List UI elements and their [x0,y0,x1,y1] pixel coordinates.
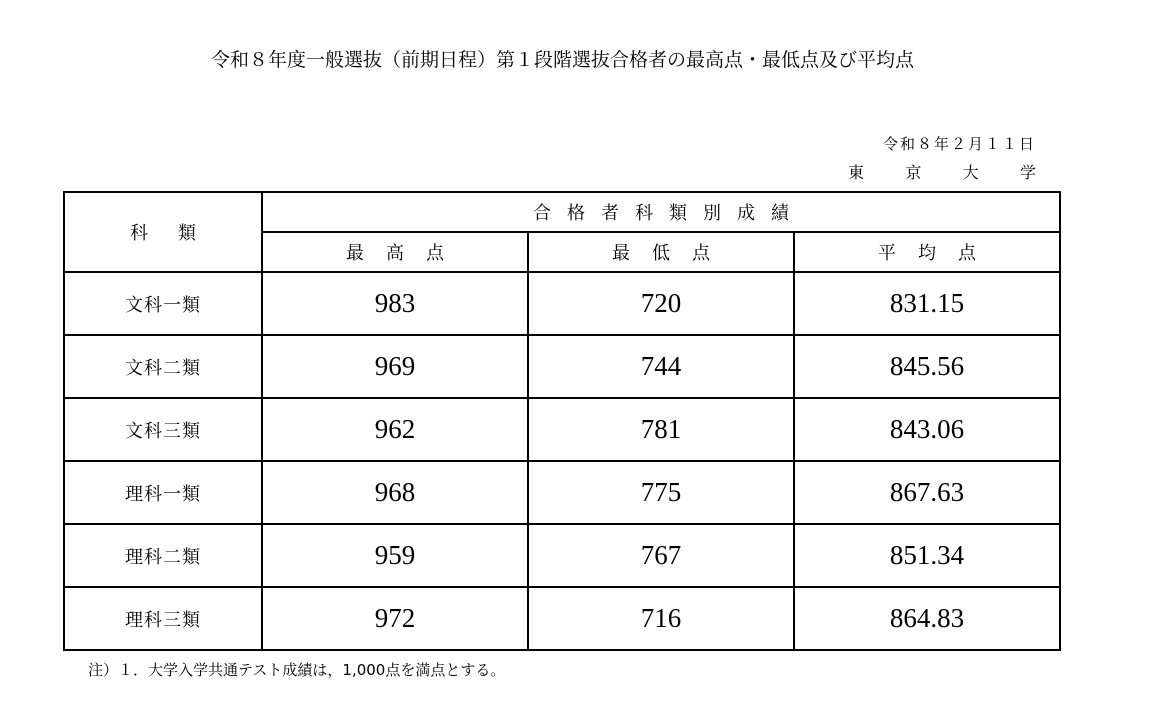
row-category: 文科二類 [64,335,262,398]
footnote: 注）１．大学入学共通テスト成績は，1,000点を満点とする。 [88,661,506,679]
header-group-label: 合格者科類別成績 [533,203,806,224]
table-row [64,398,1060,461]
header-avg [794,232,1060,272]
organization-char: 学 [1019,163,1036,182]
row-avg: 851.34 [794,524,1060,587]
header-max-label: 最高点 [346,243,466,264]
row-max: 983 [262,272,528,335]
scores-table [63,191,1061,651]
header-min [528,232,794,272]
table-row [64,461,1060,524]
row-max: 968 [262,461,528,524]
row-category: 文科三類 [64,398,262,461]
document-title: 令和８年度一般選抜（前期日程）第１段階選抜合格者の最高点・最低点及び平均点 [210,49,914,71]
row-min: 767 [528,524,794,587]
header-max [262,232,528,272]
row-min: 775 [528,461,794,524]
row-avg: 864.83 [794,587,1060,650]
row-avg: 831.15 [794,272,1060,335]
row-min: 720 [528,272,794,335]
row-category: 理科三類 [64,587,262,650]
organization-char: 京 [905,163,922,182]
organization-char: 大 [962,163,979,182]
row-avg: 867.63 [794,461,1060,524]
row-avg: 845.56 [794,335,1060,398]
table-row [64,524,1060,587]
table-row [64,335,1060,398]
header-min-label: 最低点 [612,243,732,264]
organization-name [848,160,1036,183]
row-category: 理科二類 [64,524,262,587]
row-avg: 843.06 [794,398,1060,461]
row-min: 781 [528,398,794,461]
row-min: 744 [528,335,794,398]
issue-date: 令和８年２月１１日 [882,135,1036,153]
row-max: 962 [262,398,528,461]
row-max: 972 [262,587,528,650]
row-max: 959 [262,524,528,587]
row-min: 716 [528,587,794,650]
row-category: 理科一類 [64,461,262,524]
header-category-label: 科類 [130,223,226,244]
table-row [64,272,1060,335]
row-max: 969 [262,335,528,398]
header-avg-label: 平均点 [878,243,999,264]
row-category: 文科一類 [64,272,262,335]
header-category [64,192,262,272]
table-row [64,587,1060,650]
header-group [262,192,1060,232]
organization-char: 東 [848,163,865,182]
